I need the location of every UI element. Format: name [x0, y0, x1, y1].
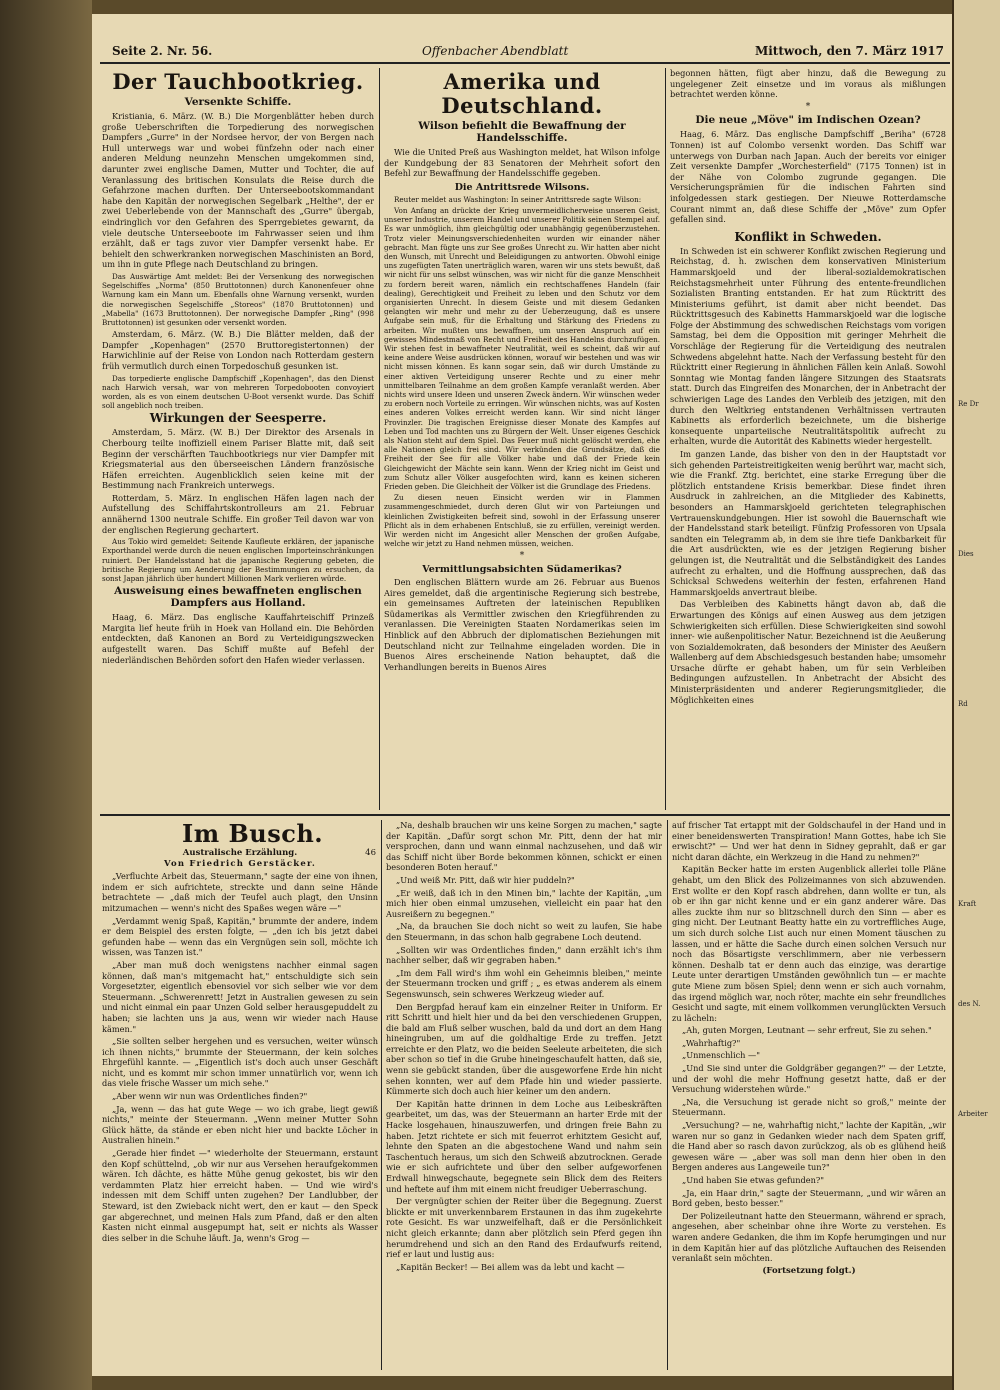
column-divider: [381, 820, 382, 1370]
separator-asterisk: *: [519, 550, 525, 561]
headline-ausweisung: Ausweisung eines bewaffneten englischen Dampfers aus Holland.: [114, 585, 362, 610]
article-paragraph: Kristiania, 6. März. (W. B.) Die Morgenblätter heben durch große Ueberschriften die Torpedierung des norwegischen Dampfers „Gurre" in der Nordsee hervor, der von Bergen nach Hull unterwegs war und wobei fünfzehn oder nach einer anderen Meldung neunzehn Menschen umgekommen sind, darunter zwei englische Damen, Mutter und Tochter, die auf Veranlassung des britischen Konsulats die Reise durch die Gefahrzone machen durften. Der Unterseebootskommandant habe den Kapitän der norwegischen Segelbark „Helthe", der er zwei Ueberlebende von der Mannschaft des „Gurre" übergab, eindringlich vor den Gefahren des Sperrgebietes gewarnt, da viele deutsche Unterseeboote im Fahrwasser seien und ihm erzählt, daß er tags zuvor vier Dampfer versenkt habe. Er behielt den schwerkranken norwegischen Maschinisten an Bord, um ihn in gute Pflege nach Deutschland zu bringen.: [102, 111, 374, 270]
story-paragraph: Den Bergpfad herauf kam ein einzelner Reiter in Uniform. Er ritt Schritt und hielt hier und da bei den verschiedenen Gruppen, die bald am Fluß selber wuschen, bald da und dort an dem Hang hineingruben, um auf die goldhaltige Erde zu treffen. Jetzt erreichte er den Platz, wo die beiden Seeleute arbeiteten, die sich aber schon so tief in die Grube hineingeschaufelt hatten, daß sie, wenn sie gebückt standen, über die ausgeworfene Erde hin nicht sehen konnten, wer auf dem Pfade hin und wieder passierte. Kümmerte sich doch auch hier keiner um den andern.: [386, 1001, 662, 1097]
article-paragraph: Rotterdam, 5. März. In englischen Häfen lagen nach der Aufstellung des Schiffahrtskontrolleurs am 21. Februar annähernd 1300 neutrale Schiffe. Ein großer Teil davon war von der englischen Regierung gechartert.: [102, 492, 374, 535]
article-paragraph: Den englischen Blättern wurde am 26. Februar aus Buenos Aires gemeldet, daß die argentinische Regierung sich bestrebe, ein gemeinsames Auftreten der lateinischen Republiken Südamerikas als Vermittler zwischen den Kriegführenden zu veranlassen. Die Vereinigten Staaten Nordamerikas seien im Hinblick auf den Abbruch der diplomatischen Beziehungen mit Deutschland nicht zur Teilnahme eingeladen worden. Die in Buenos Aires erscheinende Nation behauptet, daß die Verhandlungen bereits in Buenos Aires: [384, 577, 660, 672]
subhead-versenkte-schiffe: Versenkte Schiffe.: [184, 96, 292, 108]
headline-seesperre: Wirkungen der Seesperre.: [149, 411, 327, 426]
headline-moewe: Die neue „Möve" im Indischen Ozean?: [695, 114, 921, 127]
article-paragraph: Amsterdam, 6. März. (W. B.) Die Blätter melden, daß der Dampfer „Kopenhagen" (2570 Bruttoregistertonnen) der Harwichlinie auf der Reise von London nach Rotterdam gestern früh vermutlich durch einen Torpedoschuß gesunken ist.: [102, 329, 374, 371]
story-paragraph: „Na, da brauchen Sie doch nicht so weit zu laufen, Sie habe den Steuermann, in das schon halb gegrabene Loch deutend.: [386, 921, 662, 942]
header-date: Mittwoch, den 7. März 1917: [754, 44, 944, 58]
adjacent-page-fragment: Kraft: [958, 900, 977, 908]
headline-tauchbootkrieg: Der Tauchbootkrieg.: [112, 69, 364, 94]
story-paragraph: „Unmenschlich —": [682, 1050, 761, 1061]
article-paragraph: Das Auswärtige Amt meldet: Bei der Versenkung des norwegischen Segelschiffes „Norma" (850 Bruttotonnen) durch Kanonenfeuer ohne Warnung kam ein Mann um. Ebenfalls ohne Warnung versenkt, wurden die norwegischen Segelschiffe „Storeos" (1870 Bruttotonnen) und „Mabella" (1673 Bruttotonnen). Der norwegische Dampfer „Ring" (998 Bruttotonnen) ist gesunken oder versenkt worden.: [102, 271, 374, 327]
adjacent-page-fragment: Arbeiter: [958, 1110, 988, 1118]
feuilleton-subtitle-row: [102, 848, 378, 859]
story-paragraph: „Sollten wir was Ordentliches finden," dann erzählt ich's ihm nachher selber, daß wir gegraben haben.": [386, 944, 662, 966]
newspaper-page: [92, 14, 952, 1376]
story-paragraph: „Gerade hier findet —" wiederholte der Steuermann, erstaunt den Kopf schüttelnd, „ob wir nur aus Versehen heraufgekommen wären. Ich dächte, es hätte Mühe genug gekostet, bis wir den verdammten Platz hier erreicht haben. — Und wie wird's indessen mit dem Schiff unten zugehen? Der Landlubber, der Steward, ist den Zwieback nicht wert, den er kaut — den Speck gar abgerechnet, und meinen Hals zum Pfand, daß er den alten Kasten nicht einmal ausgepumpt hat, seit er nichts als Wasser dies selber in die Schuhe läuft. Ja, wenn's Grog —: [102, 1148, 378, 1243]
separator-asterisk: *: [805, 101, 811, 112]
feuilleton-column-c: [672, 820, 946, 1376]
story-paragraph: „Aber wenn wir nun was Ordentliches finden?": [112, 1091, 308, 1102]
story-paragraph: „Er weiß, daß ich in den Minen bin," lachte der Kapitän, „um mich hier oben einmal umzusehen, vielleicht ein paar hat den Ausreißern zu begegnen.": [386, 887, 662, 919]
header-page-number: Seite 2. Nr. 56.: [112, 44, 213, 58]
story-paragraph: „Im dem Fall wird's ihm wohl ein Geheimnis bleiben," meinte der Steuermann trocken und griff ; „ es etwas anderem als einem Segenswunsch, sein schweres Werkzeug wieder auf.: [386, 967, 662, 999]
article-paragraph: Wie die United Preß aus Washington meldet, hat Wilson infolge der Kundgebung der 83 Senatoren der Mehrheit sofort den Befehl zur Bewaffnung der Handelsschiffe gegeben.: [384, 147, 660, 179]
story-paragraph: „Ah, guten Morgen, Leutnant — sehr erfreut, Sie zu sehen.": [682, 1025, 932, 1036]
story-paragraph: Der Polizeileutnant hatte den Steuermann, während er sprach, angesehen, aber scheinbar ohne ihre Worte zu verstehen. Es waren andere Gedanken, die ihm im Kopfe herumgingen und nur in dem Kapitän hier auf das plötzliche Auftauchen des Reisenden veranlaßt sein möchten.: [672, 1210, 946, 1264]
feuilleton-column-b: [386, 820, 662, 1376]
feuilleton-title: Im Busch.: [182, 820, 324, 848]
story-paragraph: Der vergnügter schien der Reiter über die Begegnung. Zuerst blickte er mit unverkennbarem Erstaunen in das ihm zugekehrte rote Gesicht. Es war unzweifelhaft, daß er die Persönlichkeit nicht gleich erkannte; dann aber plötzlich sein Pferd gegen ihn herumdrehend und sich an den Rand des Erdaufwurfs reitend, rief er laut und lustig aus:: [386, 1196, 662, 1260]
feuilleton-rule: [100, 814, 950, 816]
article-paragraph: In Schweden ist ein schwerer Konflikt zwischen Regierung und Reichstag, d. h. zwischen dem konservativen Ministerium Hammarskjoeld und der liberal-sozialdemokratischen Reichstagsmehrheit unter Führung des entente-freundlichen Sozialisten Branting entstanden. Er hat zum Rücktritt des Ministeriums geführt, ist damit aber nicht beendet. Das Rücktrittsgesuch des Kabinetts Hammarskjoeld war die logische Folge der Abstimmung des schwedischen Reichstags vom vorigen Samstag, bei dem die Opposition mit geringer Mehrheit die Vorschläge der Regierung für die Verteidigung des neutralen Schwedens abgelehnt hatte. Nach der Verfassung besteht für den Rücktritt einer Regierung in ähnlichen Fällen kein Anlaß. Sowohl Sonntag wie Montag fanden längere Sitzungen des Staatsrats statt. Durch das Eingreifen des Monarchen, der in Anbetracht der schwierigen Lage des Landes den Verbleib des jetzigen, mit den durch den Weltkrieg entstandenen Verhältnissen vertrauten Kabinetts als erforderlich bezeichnete, um die bisherige konsequente unparteiische Neutralitätspolitik aufrecht zu erhalten, wurde die Autorität des Kabinetts wieder hergestellt.: [670, 245, 946, 447]
header-rule: [100, 62, 950, 64]
story-paragraph: „Verfluchte Arbeit das, Steuermann," sagte der eine von ihnen, indem er sich aufrichtete, streckte und dann seine Hände betrachtete — „daß mich der Teufel auch plagt, den Unsinn mitzumachen — wenn's nicht des Spaßes wegen wäre —": [102, 871, 378, 913]
article-paragraph: Amsterdam, 5. März. (W. B.) Der Direktor des Arsenals in Cherbourg teilte inoffiziell einem Pariser Blatte mit, daß seit Beginn der verschärften Tauchbootkriegs nur vier Dampfer mit Kriegsmaterial aus den überseeischen Ländern französische Häfen erreichten. Augenblicklich seien keine mit der Bestimmung nach Frankreich unterwegs.: [102, 427, 374, 491]
story-paragraph: „Aber man muß doch wenigstens nachher einmal sagen können, daß man's mitgemacht hat," entschuldigte sich sein Vorgesetzter, eigentlich ebensoviel vor sich selber wie vor dem Steuermann. „Schwerenrett! Jetzt in Australien gewesen zu sein und nicht einmal ein paar Unzen Gold selber herausgepuddelt zu haben; sie lachten uns ja aus, wenn wir wieder nach Hause kämen.": [102, 959, 378, 1034]
subhead-suedamerika: Vermittlungsabsichten Südamerikas?: [422, 564, 622, 576]
story-paragraph: Kapitän Becker hatte im ersten Augenblick allerlei tolle Pläne gehabt, um den Blick des Polizeimannes von sich abzuwenden. Erst wollte er den Kopf rasch abdrehen, dann wollte er tun, als ob er ihn gar nicht kenne und er ein ganz anderer wäre. Das alles zuckte ihm nur so blitzschnell durch den Sinn — aber es ging nicht. Der Leutnant Beatty hatte ein zu vortreffliches Auge, um sich durch solche List auch nur einen Moment täuschen zu lassen, und er hätte die Sache durch einen solchen Versuch nur noch das Bösartigste verschlimmern, aber nie verbessern können. Deshalb tat er denn auch das einzige, was derartige Leute unter derartigen Umständen gewöhnlich tun — er machte gute Miene zum bösen Spiel; denn wenn er sich auch vornahm, das irgend möglich war, noch röter, machte ein sehr freundliches Gesicht und sagte, mit einem vollkommen verunglückten Versuch zu lächeln:: [672, 864, 946, 1023]
story-paragraph: „Und weiß Mr. Pitt, daß wir hier puddeln?": [396, 874, 575, 885]
column-divider: [379, 68, 380, 810]
story-paragraph: „Ja, wenn — das hat gute Wege — wo ich grabe, liegt gewiß nichts," meinte der Steuermann. „Wenn meiner Mutter Sohn Glück hätte, da stände er eben nicht hier und backte Löcher in Australien hinein.": [102, 1103, 378, 1146]
article-paragraph: Reuter meldet aus Washington: In seiner Antrittsrede sagte Wilson:: [394, 194, 642, 204]
article-paragraph: Aus Tokio wird gemeldet: Seitende Kaufleute erklären, der japanische Exporthandel werde durch die neuen englischen Importeinschränkungen ruiniert. Der Handelsstand hat die japanische Regierung gebeten, die britische Regierung um Aenderung der Bestimmungen zu ersuchen, da sonst Japan jährlich über hundert Millionen Mark verlieren würde.: [102, 537, 374, 584]
adjacent-page-fragment: des N.: [958, 1000, 981, 1008]
column-divider: [665, 68, 666, 810]
feuilleton-author: Von Friedrich Gerstäcker.: [163, 858, 317, 869]
story-paragraph: „Und haben Sie etwas gefunden?": [682, 1175, 825, 1185]
story-paragraph: „Na, die Versuchung ist gerade nicht so groß," meinte der Steuermann.: [672, 1096, 946, 1118]
continuation-note: (Fortsetzung folgt.): [762, 1265, 856, 1276]
article-paragraph: Im ganzen Lande, das bisher von den in der Hauptstadt vor sich gehenden Parteistreitigkeiten wenig berührt war, macht sich, wie die Frankf. Ztg. berichtet, eine starke Erregung über die plötzlich entstandene Krisis bemerkbar. Diese findet ihren Ausdruck in zahlreichen, an die Mitglieder des Kabinetts, besonders an Hammarskjoeld gerichteten telegraphischen Vertrauenskundgebungen. Hier ist sowohl die Bauernschaft wie der Handelsstand stark beteiligt. Fünfzig Professoren von Upsala sandten ein Telegramm ab, in dem sie ihre tiefe Dankbarkeit für die Art ausdrückten, wie es der jetzigen Regierung bisher gelungen ist, die Neutralität und die Selbständigkeit des Landes aufrecht zu erhalten, und die Hoffnung aussprechen, daß das Schicksal Schwedens weiterhin der festen, erfahrenen Hand Hammarskjoelds anvertraut bleibe.: [670, 449, 946, 597]
subhead-wilson-bewaffnung: Wilson befiehlt die Bewaffnung der Handelsschiffe.: [418, 120, 626, 144]
story-paragraph: „Wahrhaftig?": [682, 1037, 741, 1048]
adjacent-page-fragment: Rd: [958, 700, 968, 708]
article-paragraph: Von Anfang an drückte der Krieg unvermeidlicherweise unseren Geist, unserer Industrie, unserem Handel und unserer Politik seinen Stempel auf. Es war unmöglich, ihm gleichgültig oder unabhängig gegenüberzustehen. Trotz vieler Meinungsverschiedenheiten wurden wir einander näher gebracht. Man fügte uns zur See großes Unrecht zu. Wir hatten aber nicht den Wunsch, mit Unrecht und Beleidigungen zu antworten. Obwohl einige uns zugefügten Taten unerträglich waren, waren wir uns stets bewußt, daß wir nicht für uns selbst wünschen, was wir nicht für die ganze Menschheit zu fordern bereit waren, nämlich ein rechtschaffenes Handeln (fair dealing), Gerechtigkeit und Freiheit zu leben und den Schutz vor dem organisierten Unrecht. In diesem Geiste und mit diesem Gedanken gelangten wir mehr und mehr zu der Ueberzeugung, daß es unsere Aufgabe sein muß, für die Erhaltung und Stärkung des Friedens zu arbeiten. Wir mußten uns bewaffnen, um unseren Anspruch auf ein gewisses Mindestmaß von Recht und Freiheit des Handelns durchzufügen. Wir stehen fest in bewaffneter Neutralität, weil es scheint, daß wir auf keine andere Weise ausdrücken können, worauf wir bestehen und was wir nicht missen können. Es kann sogar sein, daß wir durch Umstände zu einer aktiven Verteidigung unserer Rechte und zu einer mehr unmittelbaren Teilnahme an dem großen Kampfe veranlaßt werden. Aber nichts wird unsere Ideen und unseren Zweck ändern. Wir wünschen weder zu erobern noch Vorteile zu erringen. Wir wünschen nichts, was auf Kosten eines anderen Volkes erreicht werden kann. Wir sind nicht länger Provinzler. Die tragischen Ereignisse dieser Monate des Kampfes auf Leben und Tod machten uns zu Bürgern der Welt. Unser eigenes Geschick als Nation steht auf dem Spiel. Das Feuer muß nicht gelöscht werden, ehe alle Nationen gleich frei sind. Wir verkünden die Grundsätze, daß die Freiheit der See für alle Völker habe und daß der Friede kein Gleichgewicht der Mächte sein kann. Wenn der Krieg nicht im Geist und zum Schutz aller Völker ausgefochten wird, kann es keinen sicheren Frieden geben. Die Gleichheit der Völker ist die Grundlage des Friedens.: [384, 205, 660, 492]
story-paragraph: auf frischer Tat ertappt mit der Goldschaufel in der Hand und in einer beneidenswerten Transpiration! Mann Gottes, habe ich Sie erwischt?" — Und wer hat denn in Sidney geprahlt, daß er gar nicht daran dächte, ein Werkzeug in die Hand zu nehmen?": [672, 820, 946, 862]
headline-amerika: Amerika und Deutschland.: [441, 69, 603, 118]
adjacent-page-edge: [952, 0, 1000, 1390]
article-paragraph: begonnen hätten, fügt aber hinzu, daß die Bewegung zu ungelegener Zeit einsetze und im voraus als mißlungen betrachtet werden könne.: [670, 68, 946, 100]
subhead-antrittsrede: Die Antrittsrede Wilsons.: [454, 181, 590, 193]
article-paragraph: Haag, 6. März. Das englische Kauffahrteischiff Prinzeß Margita lief heute früh in Hoek van Holland ein. Die Behörden entdeckten, daß Kanonen an Bord zu Verteidigungszwecken aufgestellt waren. Das Schiff mußte auf Befehl der niederländischen Behörden sofort den Hafen wieder verlassen.: [102, 612, 374, 665]
story-paragraph: „Verdammt wenig Spaß, Kapitän," brummte der andere, indem er dem Beispiel des ersten folgte, — „den ich bis jetzt dabei gefunden habe — wenn das ein Vergnügen sein soll, möchte ich wissen, was Tanzen ist.": [102, 915, 378, 958]
story-paragraph: „Kapitän Becker! — Bei allem was da lebt und kacht —: [396, 1261, 625, 1272]
adjacent-page-fragment: Re Dr: [958, 400, 979, 408]
feuilleton-subtitle: Australische Erzählung.: [182, 848, 298, 858]
column-divider: [667, 820, 668, 1370]
article-paragraph: Das torpedierte englische Dampfschiff „Kopenhagen", das den Dienst nach Harwich versah, war von mehreren Torpedobooten convoyiert worden, als es von einem deutschen U-Boot versenkt wurde. Das Schiff soll angeblich noch treiben.: [102, 373, 374, 411]
book-binding-left: [0, 0, 92, 1390]
article-paragraph: Haag, 6. März. Das englische Dampfschiff „Beriha" (6728 Tonnen) ist auf Colombo versenkt worden. Das Schiff war unterwegs von Durban nach Japan. Auch der bereits vor einiger Zeit versenkte Dampfer „Worchesterfield" (7175 Tonnen) ist in der Nähe von Colombo zugrunde gegangen. Die Versicherungsprämien für die indischen Fahrten sind infolgedessen stark gestiegen. Der Nieuwe Rotterdamsche Courant nimmt an, daß diese Schiffe der „Möve" zum Opfer gefallen sind.: [670, 129, 946, 225]
column-tauchbootkrieg: [102, 68, 374, 812]
story-paragraph: „Sie sollten selber hergehen und es versuchen, weiter wünsch ich ihnen nichts," brummte der Steuermann, der kein solches Ehrgefühl kannte. — „Eigentlich ist's doch auch unser Geschäft nicht, und es kommt mir schon immer unnatürlich vor, wenn ich das viele frische Wasser um mich sehe.": [102, 1036, 378, 1089]
installment-number: 46: [365, 848, 376, 858]
story-paragraph: Der Kapitän hatte drinnen in dem Loche aus Leibeskräften gearbeitet, um das, was der Steuermann an harter Erde mit der Hacke losgehauen, hinauszuwerfen, und dringen freie Bahn zu haben. Jetzt richtete er sich mit feuerrot erhitztem Gesicht auf, lehnte den Spaten an die abgestochene Wand und nahm sein Taschentuch heraus, um sich den Schweiß abzutrocknen. Gerade wie er sich aufrichtete und über den selber aufgeworfenen Erdwall hinwegschaute, begegnete sein Blick dem des Reiters und heftete auf ihm mit einem nicht freudiger Ueberraschung.: [386, 1098, 662, 1194]
header-masthead: Offenbacher Abendblatt: [422, 44, 569, 58]
headline-konflikt-schweden: Konflikt in Schweden.: [734, 229, 882, 244]
story-paragraph: „Und Sie sind unter die Goldgräber gegangen?" — der Letzte, und der wohl die mehr Hoffnung gesetzt hatte, daß er der Versuchung widerstehen würde.": [672, 1063, 946, 1095]
article-paragraph: Zu diesen neuen Einsicht werden wir in Flammen zusammengeschmiedet, durch deren Glut wir von Parteiungen und kleinlichen Zwistigkeiten befreit sind, sowohl in der Erfassung unserer Pflicht als in dem erhabenen Entschluß, sie zu erfüllen, vereinigt werden. Wir werden nicht im Angesicht aller Menschen der großen Aufgabe, welche wir jetzt zu Hand nehmen müssen, weichen.: [384, 493, 660, 549]
story-paragraph: „Versuchung? — ne, wahrhaftig nicht," lachte der Kapitän, „wir waren nur so ganz in Gedanken wieder nach dem Spaten griff, die Hand aber so rasch davon zurückzog, als ob es glühend heiß gewesen wäre — „aber was soll man denn hier oben in den Bergen anderes aus Langeweile tun?": [672, 1120, 946, 1173]
story-paragraph: „Na, deshalb brauchen wir uns keine Sorgen zu machen," sagte der Kapitän. „Dafür sorgt schon Mr. Pitt, denn der hat mir versprochen, dann und wann einmal nachzusehen, und daß wir das Schiff nicht über Borde bekommen können, schickt er einen besonderen Boten herauf.": [386, 820, 662, 873]
feuilleton-column-a: [102, 820, 378, 1376]
article-paragraph: Das Verbleiben des Kabinetts hängt davon ab, daß die Erwartungen des Königs auf einen Ausweg aus dem jetzigen Schwierigkeiten sich erfüllen. Diese Schwierigkeiten sind sowohl inner- wie außenpolitischer Natur. Bezeichnend ist die Aeußerung von Sozialdemokraten, daß besonders der Minister des Aeußern Wallenberg auf dem Abschiedsgesuch bestanden habe; umsomehr Ursache dürfte er gehabt haben, um für sein Verbleiben Bedingungen aufzustellen. In Anbetracht der Absicht des Ministerpräsidenten und anderer Regierungsmitglieder, die Möglichkeiten eines: [670, 599, 946, 705]
adjacent-page-fragment: Dies: [958, 550, 974, 558]
story-paragraph: „Ja, ein Haar drin," sagte der Steuermann, „und wir wären an Bord geben, besto besser.": [672, 1187, 946, 1209]
column-schweden: [670, 68, 946, 812]
column-amerika: [384, 68, 660, 812]
